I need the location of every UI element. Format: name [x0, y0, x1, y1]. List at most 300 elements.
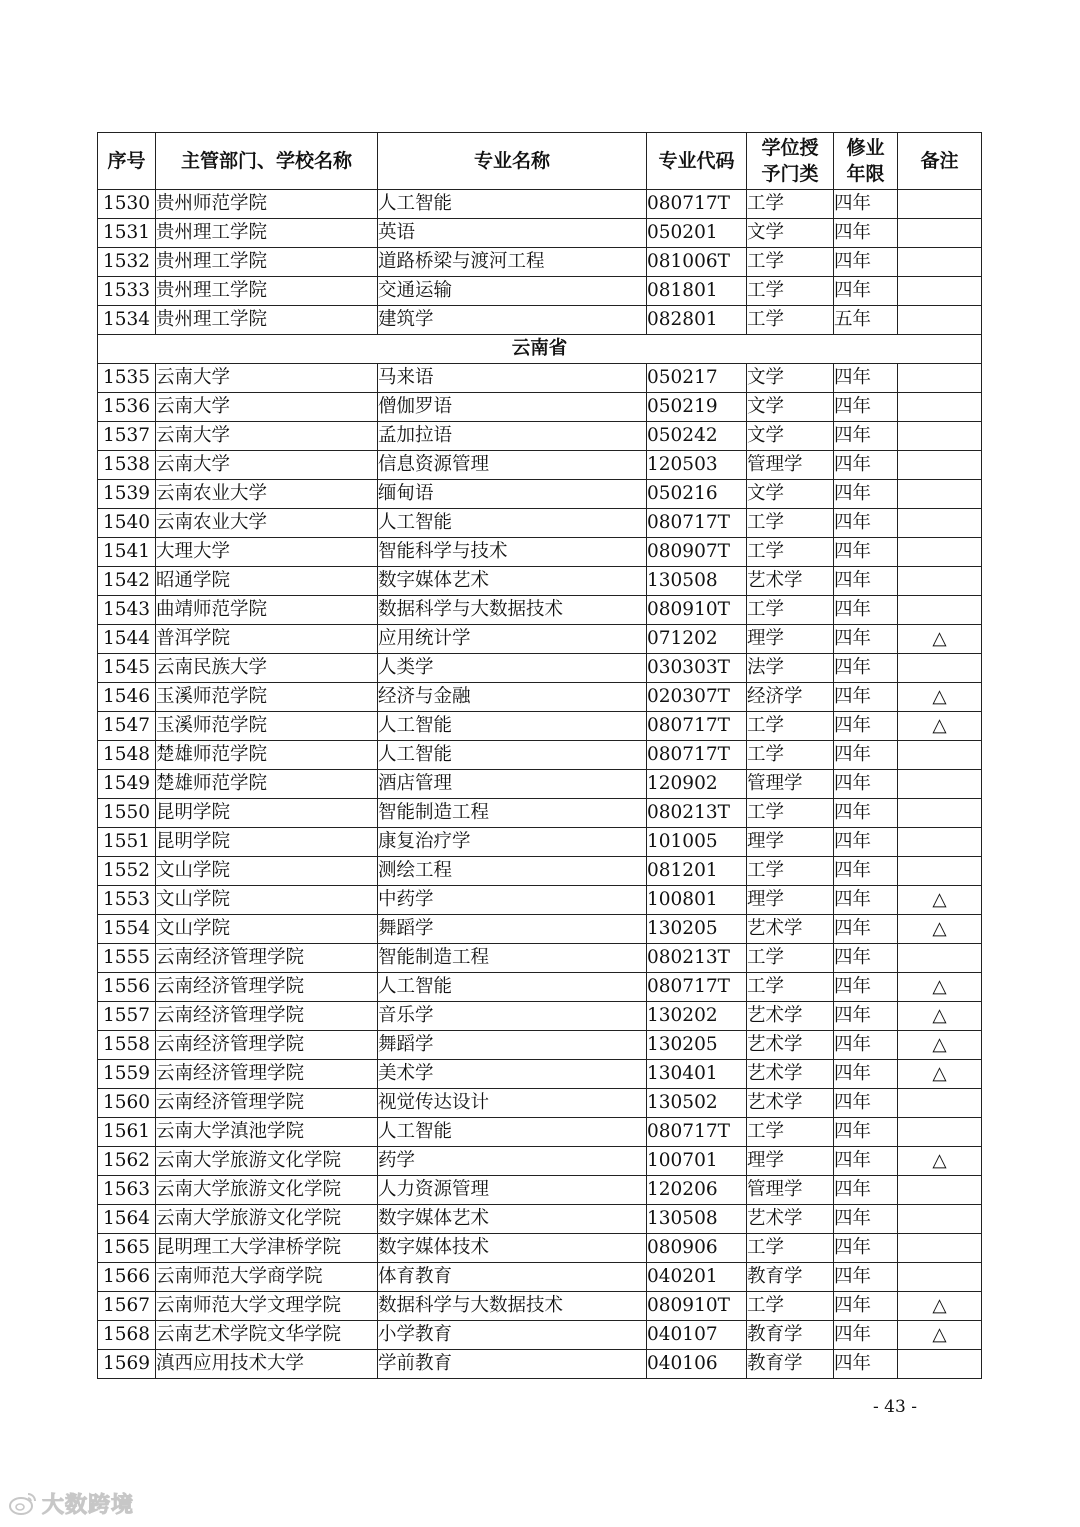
cell-category: 工学	[747, 596, 834, 625]
table-row	[98, 857, 982, 886]
table-row	[98, 1060, 982, 1089]
cell-note	[898, 944, 982, 973]
table-row	[98, 451, 982, 480]
table-row	[98, 973, 982, 1002]
cell-note: △	[898, 1147, 982, 1176]
cell-school: 云南大学	[156, 364, 378, 393]
cell-note	[898, 190, 982, 219]
cell-category: 工学	[747, 248, 834, 277]
cell-seq: 1553	[98, 886, 156, 915]
cell-school: 昆明学院	[156, 799, 378, 828]
cell-category: 工学	[747, 741, 834, 770]
cell-category: 文学	[747, 219, 834, 248]
cell-note	[898, 277, 982, 306]
cell-code: 081201	[647, 857, 747, 886]
cell-years: 四年	[834, 190, 898, 219]
cell-major: 僧伽罗语	[378, 393, 647, 422]
table-row	[98, 538, 982, 567]
cell-major: 视觉传达设计	[378, 1089, 647, 1118]
cell-years: 四年	[834, 799, 898, 828]
cell-code: 130401	[647, 1060, 747, 1089]
cell-major: 智能制造工程	[378, 944, 647, 973]
cell-school: 云南大学滇池学院	[156, 1118, 378, 1147]
cell-years: 四年	[834, 1089, 898, 1118]
cell-category: 工学	[747, 799, 834, 828]
cell-code: 100701	[647, 1147, 747, 1176]
table-body	[98, 190, 982, 1379]
cell-major: 数据科学与大数据技术	[378, 1292, 647, 1321]
section-row	[98, 335, 982, 364]
cell-code: 050242	[647, 422, 747, 451]
cell-school: 贵州师范学院	[156, 190, 378, 219]
cell-seq: 1557	[98, 1002, 156, 1031]
cell-school: 楚雄师范学院	[156, 770, 378, 799]
cell-major: 康复治疗学	[378, 828, 647, 857]
cell-note: △	[898, 625, 982, 654]
cell-code: 071202	[647, 625, 747, 654]
cell-code: 120902	[647, 770, 747, 799]
section-title: 云南省	[98, 335, 982, 364]
cell-seq: 1564	[98, 1205, 156, 1234]
header-category	[747, 133, 834, 190]
table-row	[98, 422, 982, 451]
cell-note	[898, 799, 982, 828]
cell-major: 中药学	[378, 886, 647, 915]
cell-code: 080717T	[647, 190, 747, 219]
table-row	[98, 1292, 982, 1321]
table-row	[98, 219, 982, 248]
cell-note	[898, 567, 982, 596]
cell-school: 贵州理工学院	[156, 248, 378, 277]
cell-major: 经济与金融	[378, 683, 647, 712]
cell-note	[898, 451, 982, 480]
cell-note	[898, 306, 982, 335]
cell-years: 四年	[834, 248, 898, 277]
cell-major: 信息资源管理	[378, 451, 647, 480]
cell-school: 贵州理工学院	[156, 277, 378, 306]
cell-school: 文山学院	[156, 915, 378, 944]
cell-major: 建筑学	[378, 306, 647, 335]
cell-note	[898, 1350, 982, 1379]
cell-major: 智能制造工程	[378, 799, 647, 828]
cell-years: 四年	[834, 451, 898, 480]
cell-seq: 1534	[98, 306, 156, 335]
table-row	[98, 1002, 982, 1031]
cell-category: 法学	[747, 654, 834, 683]
table-row	[98, 625, 982, 654]
cell-note	[898, 1234, 982, 1263]
table-row	[98, 799, 982, 828]
cell-school: 大理大学	[156, 538, 378, 567]
cell-major: 舞蹈学	[378, 1031, 647, 1060]
cell-years: 四年	[834, 538, 898, 567]
table-row	[98, 770, 982, 799]
cell-code: 080717T	[647, 509, 747, 538]
cell-seq: 1539	[98, 480, 156, 509]
cell-school: 玉溪师范学院	[156, 683, 378, 712]
cell-school: 贵州理工学院	[156, 306, 378, 335]
table-row	[98, 828, 982, 857]
header-code: 专业代码	[647, 133, 747, 190]
cell-years: 四年	[834, 1350, 898, 1379]
table-row	[98, 596, 982, 625]
table-row	[98, 480, 982, 509]
cell-school: 云南经济管理学院	[156, 944, 378, 973]
cell-years: 四年	[834, 1176, 898, 1205]
header-years-line1: 修业	[846, 137, 885, 159]
table-row	[98, 1350, 982, 1379]
cell-years: 四年	[834, 1031, 898, 1060]
cell-major: 人工智能	[378, 741, 647, 770]
header-note: 备注	[898, 133, 982, 190]
cell-code: 080717T	[647, 1118, 747, 1147]
cell-years: 四年	[834, 857, 898, 886]
cell-category: 工学	[747, 857, 834, 886]
cell-school: 曲靖师范学院	[156, 596, 378, 625]
cell-school: 云南民族大学	[156, 654, 378, 683]
cell-note	[898, 219, 982, 248]
cell-school: 文山学院	[156, 886, 378, 915]
cell-major: 交通运输	[378, 277, 647, 306]
table-row	[98, 1176, 982, 1205]
cell-years: 四年	[834, 422, 898, 451]
cell-seq: 1561	[98, 1118, 156, 1147]
cell-years: 四年	[834, 277, 898, 306]
cell-school: 楚雄师范学院	[156, 741, 378, 770]
cell-major: 数字媒体艺术	[378, 567, 647, 596]
cell-category: 教育学	[747, 1321, 834, 1350]
cell-category: 管理学	[747, 1176, 834, 1205]
cell-years: 四年	[834, 915, 898, 944]
cell-years: 四年	[834, 770, 898, 799]
cell-category: 工学	[747, 973, 834, 1002]
cell-seq: 1538	[98, 451, 156, 480]
table-row	[98, 248, 982, 277]
cell-school: 云南师范大学文理学院	[156, 1292, 378, 1321]
watermark	[8, 1488, 134, 1518]
cell-major: 智能科学与技术	[378, 538, 647, 567]
cell-school: 云南大学旅游文化学院	[156, 1147, 378, 1176]
cell-note	[898, 538, 982, 567]
cell-major: 人工智能	[378, 1118, 647, 1147]
cell-years: 四年	[834, 973, 898, 1002]
cell-category: 理学	[747, 1147, 834, 1176]
table-row	[98, 1147, 982, 1176]
cell-category: 文学	[747, 364, 834, 393]
cell-note	[898, 857, 982, 886]
cell-category: 管理学	[747, 451, 834, 480]
table-row	[98, 1321, 982, 1350]
cell-code: 120206	[647, 1176, 747, 1205]
cell-major: 孟加拉语	[378, 422, 647, 451]
cell-category: 艺术学	[747, 1002, 834, 1031]
cell-years: 四年	[834, 567, 898, 596]
cell-school: 云南大学旅游文化学院	[156, 1205, 378, 1234]
cell-note	[898, 393, 982, 422]
cell-code: 080717T	[647, 741, 747, 770]
table-row	[98, 683, 982, 712]
cell-major: 数字媒体艺术	[378, 1205, 647, 1234]
cell-code: 030303T	[647, 654, 747, 683]
cell-code: 100801	[647, 886, 747, 915]
cell-category: 工学	[747, 1292, 834, 1321]
cell-note	[898, 480, 982, 509]
table-row	[98, 654, 982, 683]
cell-school: 云南经济管理学院	[156, 1031, 378, 1060]
cell-code: 081006T	[647, 248, 747, 277]
cell-code: 130205	[647, 1031, 747, 1060]
cell-seq: 1559	[98, 1060, 156, 1089]
cell-category: 理学	[747, 886, 834, 915]
cell-years: 四年	[834, 364, 898, 393]
cell-category: 艺术学	[747, 1089, 834, 1118]
cell-category: 文学	[747, 480, 834, 509]
cell-code: 130502	[647, 1089, 747, 1118]
cell-note	[898, 422, 982, 451]
cell-major: 应用统计学	[378, 625, 647, 654]
cell-code: 050219	[647, 393, 747, 422]
cell-note	[898, 1089, 982, 1118]
header-school: 主管部门、学校名称	[156, 133, 378, 190]
cell-major: 数据科学与大数据技术	[378, 596, 647, 625]
cell-seq: 1569	[98, 1350, 156, 1379]
weibo-logo-icon	[8, 1490, 38, 1516]
cell-seq: 1566	[98, 1263, 156, 1292]
cell-seq: 1556	[98, 973, 156, 1002]
cell-code: 020307T	[647, 683, 747, 712]
cell-seq: 1535	[98, 364, 156, 393]
cell-years: 四年	[834, 1263, 898, 1292]
cell-note	[898, 364, 982, 393]
cell-category: 工学	[747, 277, 834, 306]
table-row	[98, 567, 982, 596]
cell-note	[898, 1118, 982, 1147]
cell-category: 工学	[747, 712, 834, 741]
cell-years: 四年	[834, 596, 898, 625]
cell-major: 药学	[378, 1147, 647, 1176]
header-seq: 序号	[98, 133, 156, 190]
table-row	[98, 741, 982, 770]
cell-years: 四年	[834, 1234, 898, 1263]
cell-seq: 1530	[98, 190, 156, 219]
cell-school: 云南经济管理学院	[156, 973, 378, 1002]
cell-seq: 1551	[98, 828, 156, 857]
table-row	[98, 393, 982, 422]
cell-school: 云南大学	[156, 393, 378, 422]
cell-years: 四年	[834, 219, 898, 248]
cell-seq: 1550	[98, 799, 156, 828]
cell-major: 人工智能	[378, 509, 647, 538]
cell-school: 云南经济管理学院	[156, 1060, 378, 1089]
cell-seq: 1563	[98, 1176, 156, 1205]
cell-note: △	[898, 1060, 982, 1089]
cell-major: 数字媒体技术	[378, 1234, 647, 1263]
table-row	[98, 1205, 982, 1234]
cell-category: 理学	[747, 625, 834, 654]
cell-note	[898, 654, 982, 683]
cell-years: 四年	[834, 1321, 898, 1350]
cell-note: △	[898, 683, 982, 712]
cell-school: 文山学院	[156, 857, 378, 886]
cell-years: 四年	[834, 828, 898, 857]
cell-category: 工学	[747, 190, 834, 219]
table-row	[98, 364, 982, 393]
cell-school: 云南大学旅游文化学院	[156, 1176, 378, 1205]
cell-major: 马来语	[378, 364, 647, 393]
cell-school: 普洱学院	[156, 625, 378, 654]
cell-years: 四年	[834, 1118, 898, 1147]
cell-major: 小学教育	[378, 1321, 647, 1350]
header-category-line1: 学位授	[761, 137, 819, 159]
table-row	[98, 712, 982, 741]
table-row	[98, 886, 982, 915]
cell-years: 四年	[834, 393, 898, 422]
cell-code: 040201	[647, 1263, 747, 1292]
cell-category: 艺术学	[747, 1060, 834, 1089]
cell-years: 四年	[834, 886, 898, 915]
cell-major: 英语	[378, 219, 647, 248]
cell-code: 080910T	[647, 1292, 747, 1321]
cell-code: 130508	[647, 1205, 747, 1234]
cell-major: 学前教育	[378, 1350, 647, 1379]
table-row	[98, 1031, 982, 1060]
cell-seq: 1544	[98, 625, 156, 654]
cell-note	[898, 770, 982, 799]
cell-major: 美术学	[378, 1060, 647, 1089]
cell-code: 080907T	[647, 538, 747, 567]
cell-school: 云南农业大学	[156, 509, 378, 538]
cell-note	[898, 1176, 982, 1205]
cell-code: 081801	[647, 277, 747, 306]
header-category-line2: 予门类	[761, 163, 819, 185]
cell-school: 云南经济管理学院	[156, 1002, 378, 1031]
cell-note: △	[898, 712, 982, 741]
cell-seq: 1548	[98, 741, 156, 770]
cell-years: 四年	[834, 1292, 898, 1321]
cell-years: 四年	[834, 1002, 898, 1031]
cell-seq: 1531	[98, 219, 156, 248]
majors-table	[97, 132, 982, 1379]
cell-school: 云南经济管理学院	[156, 1089, 378, 1118]
cell-note: △	[898, 1002, 982, 1031]
cell-note	[898, 741, 982, 770]
cell-category: 文学	[747, 422, 834, 451]
cell-note	[898, 1263, 982, 1292]
cell-category: 工学	[747, 944, 834, 973]
table-row	[98, 1089, 982, 1118]
cell-code: 130508	[647, 567, 747, 596]
cell-code: 130205	[647, 915, 747, 944]
cell-school: 昆明学院	[156, 828, 378, 857]
cell-code: 040107	[647, 1321, 747, 1350]
cell-years: 四年	[834, 509, 898, 538]
cell-major: 舞蹈学	[378, 915, 647, 944]
cell-seq: 1541	[98, 538, 156, 567]
cell-seq: 1562	[98, 1147, 156, 1176]
table-row	[98, 306, 982, 335]
cell-category: 管理学	[747, 770, 834, 799]
cell-years: 四年	[834, 712, 898, 741]
cell-seq: 1543	[98, 596, 156, 625]
cell-school: 昭通学院	[156, 567, 378, 596]
cell-code: 080717T	[647, 712, 747, 741]
cell-school: 滇西应用技术大学	[156, 1350, 378, 1379]
cell-code: 080906	[647, 1234, 747, 1263]
cell-years: 五年	[834, 306, 898, 335]
table-row	[98, 915, 982, 944]
cell-years: 四年	[834, 683, 898, 712]
cell-seq: 1537	[98, 422, 156, 451]
cell-years: 四年	[834, 1060, 898, 1089]
cell-years: 四年	[834, 480, 898, 509]
cell-seq: 1565	[98, 1234, 156, 1263]
cell-major: 人工智能	[378, 973, 647, 1002]
cell-major: 酒店管理	[378, 770, 647, 799]
cell-seq: 1552	[98, 857, 156, 886]
cell-category: 理学	[747, 828, 834, 857]
cell-category: 教育学	[747, 1263, 834, 1292]
table-row	[98, 1263, 982, 1292]
cell-seq: 1554	[98, 915, 156, 944]
cell-years: 四年	[834, 654, 898, 683]
cell-category: 艺术学	[747, 915, 834, 944]
cell-school: 云南大学	[156, 451, 378, 480]
cell-category: 工学	[747, 306, 834, 335]
cell-category: 文学	[747, 393, 834, 422]
cell-note	[898, 828, 982, 857]
cell-category: 工学	[747, 1234, 834, 1263]
cell-note: △	[898, 1321, 982, 1350]
header-years	[834, 133, 898, 190]
cell-category: 艺术学	[747, 1031, 834, 1060]
cell-seq: 1555	[98, 944, 156, 973]
cell-code: 080213T	[647, 944, 747, 973]
cell-school: 云南艺术学院文华学院	[156, 1321, 378, 1350]
cell-years: 四年	[834, 1205, 898, 1234]
watermark-text: 大数跨境	[42, 1492, 135, 1518]
cell-major: 体育教育	[378, 1263, 647, 1292]
cell-note: △	[898, 915, 982, 944]
header-row	[98, 133, 982, 190]
cell-school: 玉溪师范学院	[156, 712, 378, 741]
cell-note: △	[898, 1031, 982, 1060]
cell-seq: 1546	[98, 683, 156, 712]
cell-major: 人类学	[378, 654, 647, 683]
cell-code: 050217	[647, 364, 747, 393]
cell-seq: 1536	[98, 393, 156, 422]
cell-major: 人工智能	[378, 712, 647, 741]
cell-note: △	[898, 886, 982, 915]
cell-school: 云南大学	[156, 422, 378, 451]
cell-category: 艺术学	[747, 567, 834, 596]
table-row	[98, 1118, 982, 1147]
cell-years: 四年	[834, 1147, 898, 1176]
cell-code: 040106	[647, 1350, 747, 1379]
cell-seq: 1545	[98, 654, 156, 683]
cell-major: 音乐学	[378, 1002, 647, 1031]
table-row	[98, 944, 982, 973]
cell-major: 缅甸语	[378, 480, 647, 509]
cell-category: 工学	[747, 509, 834, 538]
cell-major: 人力资源管理	[378, 1176, 647, 1205]
table-row	[98, 190, 982, 219]
header-major: 专业名称	[378, 133, 647, 190]
cell-note	[898, 248, 982, 277]
cell-major: 测绘工程	[378, 857, 647, 886]
cell-code: 050216	[647, 480, 747, 509]
cell-category: 教育学	[747, 1350, 834, 1379]
cell-seq: 1558	[98, 1031, 156, 1060]
